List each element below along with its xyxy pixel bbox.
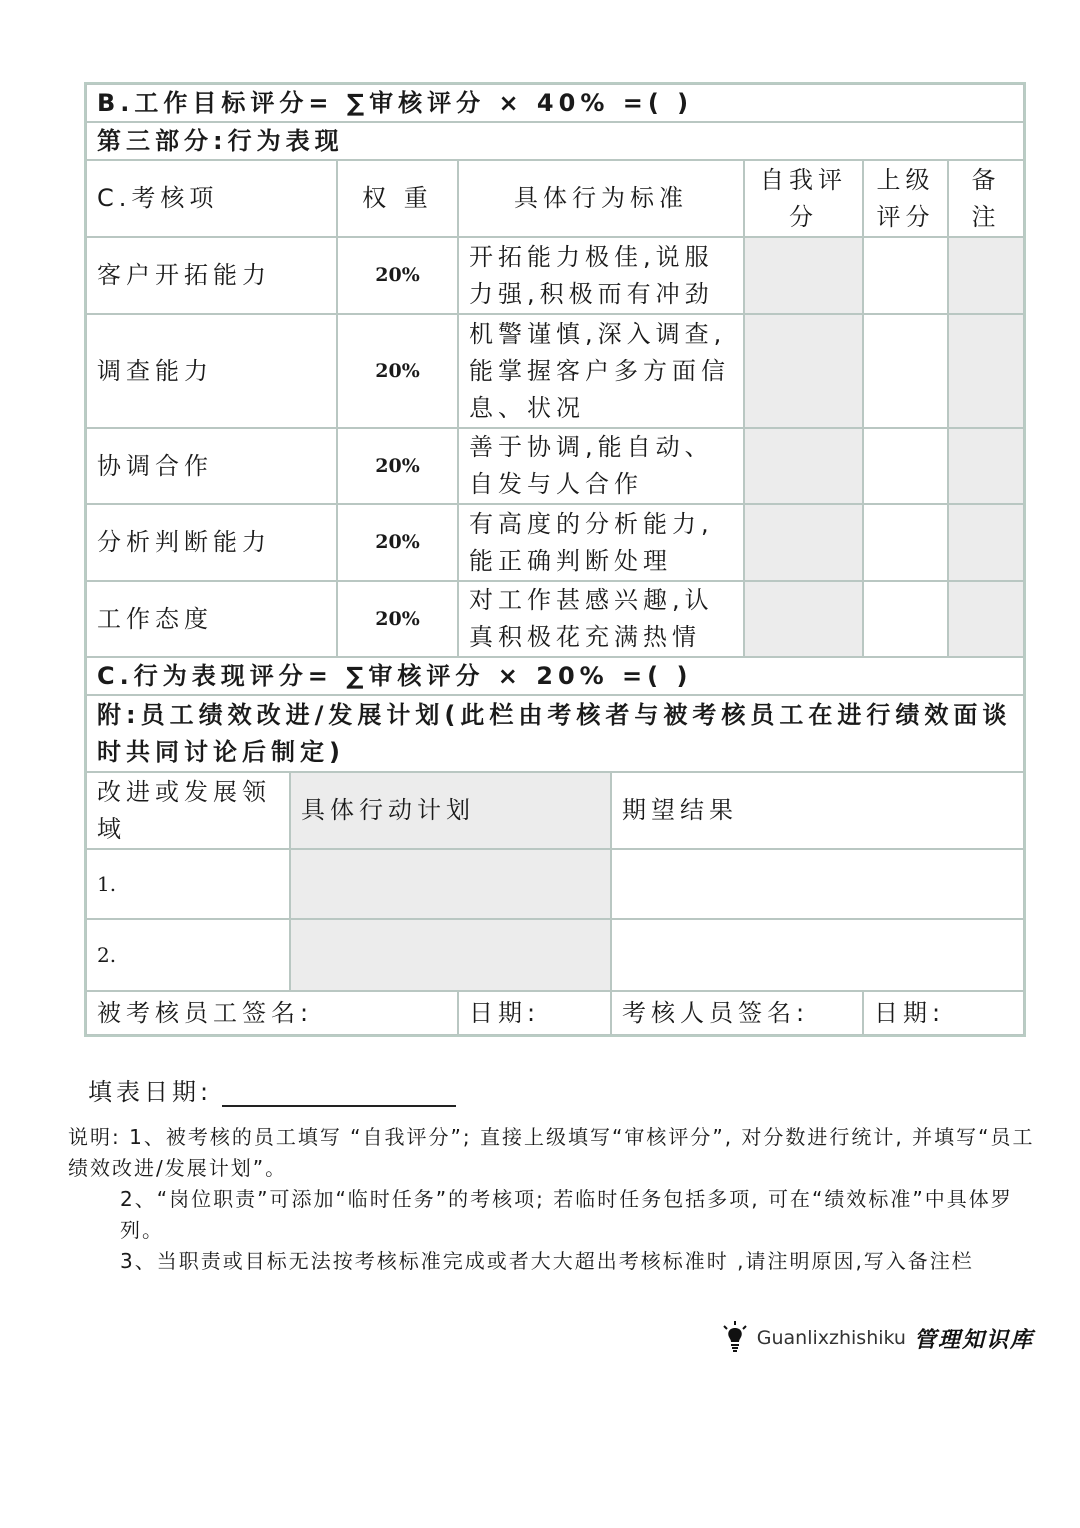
header-remarks-text: 备注 bbox=[971, 165, 1001, 231]
header-weight-text: 权 重 bbox=[362, 184, 433, 212]
row-4-item bbox=[86, 504, 337, 581]
appendix-row-1-plan[interactable] bbox=[290, 849, 611, 919]
row-4-superior-score-cell[interactable] bbox=[863, 504, 948, 581]
row-3-item-text: 协调合作 bbox=[97, 451, 213, 480]
row-4-self-score-cell[interactable] bbox=[744, 504, 863, 581]
section-c-score-text: C.行为表现评分= ∑审核评分 × 20% =( ) bbox=[97, 661, 693, 690]
appendix-row-2-result[interactable] bbox=[611, 919, 1024, 991]
brand-chinese-text: 管理知识库 bbox=[913, 1326, 1034, 1353]
row-4-item-text: 分析判断能力 bbox=[97, 528, 271, 556]
row-1-standard bbox=[458, 237, 744, 314]
reviewer-date-field[interactable] bbox=[863, 991, 1024, 1035]
lightbulb-icon bbox=[721, 1320, 749, 1356]
appendix-title bbox=[86, 695, 1024, 772]
header-self-score bbox=[744, 160, 863, 237]
row-3-item bbox=[86, 428, 337, 504]
appendix-row-1-area[interactable] bbox=[86, 849, 290, 919]
appendix-row-2-plan[interactable] bbox=[290, 919, 611, 991]
row-5-weight-text: 20% bbox=[375, 607, 420, 630]
appendix-header-plan-text: 具体行动计划 bbox=[301, 796, 475, 824]
row-2-weight bbox=[337, 314, 458, 428]
row-1-superior-score-cell[interactable] bbox=[863, 237, 948, 314]
row-2-standard-text: 机警谨慎,深入调查,能掌握客户多方面信息、状况 bbox=[469, 319, 730, 422]
row-4-standard-text: 有高度的分析能力,能正确判断处理 bbox=[469, 509, 714, 575]
employee-date-field[interactable] bbox=[458, 991, 611, 1035]
row-3-remarks-cell[interactable] bbox=[948, 428, 1024, 504]
fill-date-line[interactable] bbox=[222, 1079, 456, 1107]
section-c-score-line bbox=[86, 657, 1024, 695]
note-3: 3、当职责或目标无法按考核标准完成或者大大超出考核标准时 ,请注明原因,写入备注栏 bbox=[120, 1249, 974, 1273]
appendix-row-1-number: 1. bbox=[97, 871, 117, 896]
brand-latin-text: Guanlixzhishiku bbox=[756, 1327, 906, 1349]
row-1-weight-text: 20% bbox=[375, 264, 420, 286]
appendix-header-plan bbox=[290, 772, 611, 849]
employee-date-label: 日期: bbox=[469, 998, 541, 1027]
row-3-self-score-cell[interactable] bbox=[744, 428, 863, 504]
fill-date bbox=[88, 1072, 456, 1107]
row-1-standard-text: 开拓能力极佳,说服力强,积极而有冲劲 bbox=[469, 242, 714, 308]
header-item-text: C.考核项 bbox=[97, 184, 219, 212]
row-1-weight bbox=[337, 237, 458, 314]
reviewer-signature-field[interactable] bbox=[611, 991, 863, 1035]
appendix-header-result-text: 期望结果 bbox=[622, 796, 738, 824]
row-4-standard bbox=[458, 504, 744, 581]
brand-logo bbox=[721, 1320, 1034, 1356]
row-4-weight bbox=[337, 504, 458, 581]
row-5-remarks-cell[interactable] bbox=[948, 581, 1024, 657]
row-2-item-text: 调查能力 bbox=[97, 356, 213, 385]
note-2: 2、“岗位职责”可添加“临时任务”的考核项; 若临时任务包括多项, 可在“绩效标准”中具体罗列。 bbox=[120, 1187, 1013, 1242]
appendix-row-2-area[interactable] bbox=[86, 919, 290, 991]
row-1-self-score-cell[interactable] bbox=[744, 237, 863, 314]
row-1-item bbox=[86, 237, 337, 314]
row-2-standard bbox=[458, 314, 744, 428]
header-weight bbox=[337, 160, 458, 237]
reviewer-signature-label: 考核人员签名: bbox=[622, 998, 810, 1027]
section-three-title bbox=[86, 122, 1024, 160]
row-2-superior-score-cell[interactable] bbox=[863, 314, 948, 428]
employee-signature-label: 被考核员工签名: bbox=[97, 998, 314, 1027]
row-3-standard-text: 善于协调,能自动、自发与人合作 bbox=[469, 433, 714, 498]
row-3-superior-score-cell[interactable] bbox=[863, 428, 948, 504]
notes bbox=[68, 1122, 1036, 1277]
row-2-self-score-cell[interactable] bbox=[744, 314, 863, 428]
row-2-remarks-cell[interactable] bbox=[948, 314, 1024, 428]
fill-date-label: 填表日期: bbox=[88, 1078, 213, 1106]
row-5-weight bbox=[337, 581, 458, 657]
header-superior-score bbox=[863, 160, 948, 237]
header-remarks bbox=[948, 160, 1024, 237]
row-5-standard bbox=[458, 581, 744, 657]
row-3-weight-text: 20% bbox=[375, 454, 420, 477]
row-5-item bbox=[86, 581, 337, 657]
row-5-self-score-cell[interactable] bbox=[744, 581, 863, 657]
appendix-header-area-text: 改进或发展领域 bbox=[97, 777, 271, 843]
header-standard-text: 具体行为标准 bbox=[514, 184, 688, 212]
row-5-superior-score-cell[interactable] bbox=[863, 581, 948, 657]
appendix-row-2-number: 2. bbox=[97, 942, 117, 967]
row-4-remarks-cell[interactable] bbox=[948, 504, 1024, 581]
header-self-score-text: 自我评分 bbox=[760, 165, 847, 231]
row-5-standard-text: 对工作甚感兴趣,认真积极花充满热情 bbox=[469, 586, 714, 651]
appendix-row-1-result[interactable] bbox=[611, 849, 1024, 919]
appendix-title-text: 附:员工绩效改进/发展计划(此栏由考核者与被考核员工在进行绩效面谈时共同讨论后制定) bbox=[97, 700, 1012, 766]
header-standard bbox=[458, 160, 744, 237]
row-5-item-text: 工作态度 bbox=[97, 604, 213, 633]
appendix-header-area bbox=[86, 772, 290, 849]
row-2-weight-text: 20% bbox=[375, 359, 420, 382]
section-b-score-text: B.工作目标评分= ∑审核评分 × 40% =( ) bbox=[97, 88, 694, 117]
appendix-header-result bbox=[611, 772, 1024, 849]
row-1-item-text: 客户开拓能力 bbox=[97, 261, 271, 289]
row-3-standard bbox=[458, 428, 744, 504]
row-3-weight bbox=[337, 428, 458, 504]
header-item bbox=[86, 160, 337, 237]
reviewer-date-label: 日期: bbox=[874, 998, 946, 1027]
note-1: 说明: 1、被考核的员工填写 “自我评分”; 直接上级填写“审核评分”, 对分数进行统计, 并填写“员工绩效改进/发展计划”。 bbox=[68, 1125, 1035, 1180]
section-b-score-line bbox=[86, 84, 1024, 122]
row-2-item bbox=[86, 314, 337, 428]
section-three-title-text: 第三部分:行为表现 bbox=[97, 126, 344, 155]
employee-signature-field[interactable] bbox=[86, 991, 458, 1035]
row-1-remarks-cell[interactable] bbox=[948, 237, 1024, 314]
header-superior-score-text: 上级评分 bbox=[876, 165, 935, 231]
row-4-weight-text: 20% bbox=[375, 531, 420, 553]
